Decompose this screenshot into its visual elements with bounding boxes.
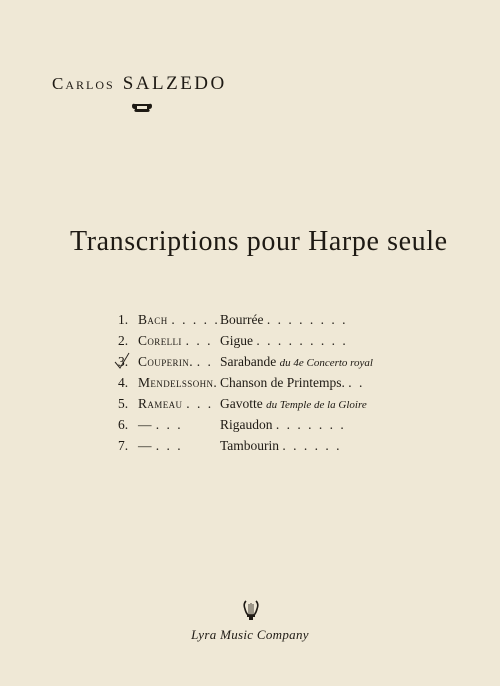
item-number: 3. [118,354,129,369]
list-item [118,375,488,396]
composer-last-name: SALZEDO [122,73,227,94]
publisher-name: Lyra Music Company [191,627,309,642]
item-number: 1. [118,312,129,327]
item-composer: Corelli . . . [138,333,213,348]
item-composer: Couperin. . . [138,354,213,369]
item-note: du 4e Concerto royal [279,357,373,369]
list-item [118,417,488,438]
scroll-ornament-icon [130,102,154,114]
lyre-logo-icon [243,599,259,621]
item-piece: Tambourin . . . . . . [220,438,342,453]
item-piece: Sarabande du 4e Concerto royal [220,354,373,369]
item-piece: Gavotte du Temple de la Gloire [220,396,367,411]
item-note: du Temple de la Gloire [266,399,367,411]
item-number: 5. [118,396,129,411]
item-number: 2. [118,333,129,348]
item-number: 7. [118,438,129,453]
page-title: Transcriptions pour Harpe seule [70,226,448,257]
item-composer: — . . . [138,417,183,432]
item-number: 4. [118,375,129,390]
item-composer: Bach . . . . . [138,312,220,327]
item-composer: Mendelssohn. [138,375,218,390]
item-composer: — . . . [138,438,183,453]
composer-first-name: Carlos [52,74,115,93]
list-item [118,333,488,354]
composer-name [52,73,227,95]
item-piece: Chanson de Printemps. . . [220,375,365,390]
item-number: 6. [118,417,129,432]
contents-list [118,312,488,459]
list-item [118,312,488,333]
list-item [118,438,488,459]
list-item [118,354,488,375]
item-piece: Rigaudon . . . . . . . [220,417,346,432]
list-item [118,396,488,417]
item-composer: Rameau . . . [138,396,214,411]
item-piece: Bourrée . . . . . . . . [220,312,348,327]
item-piece: Gigue . . . . . . . . . [220,333,348,348]
